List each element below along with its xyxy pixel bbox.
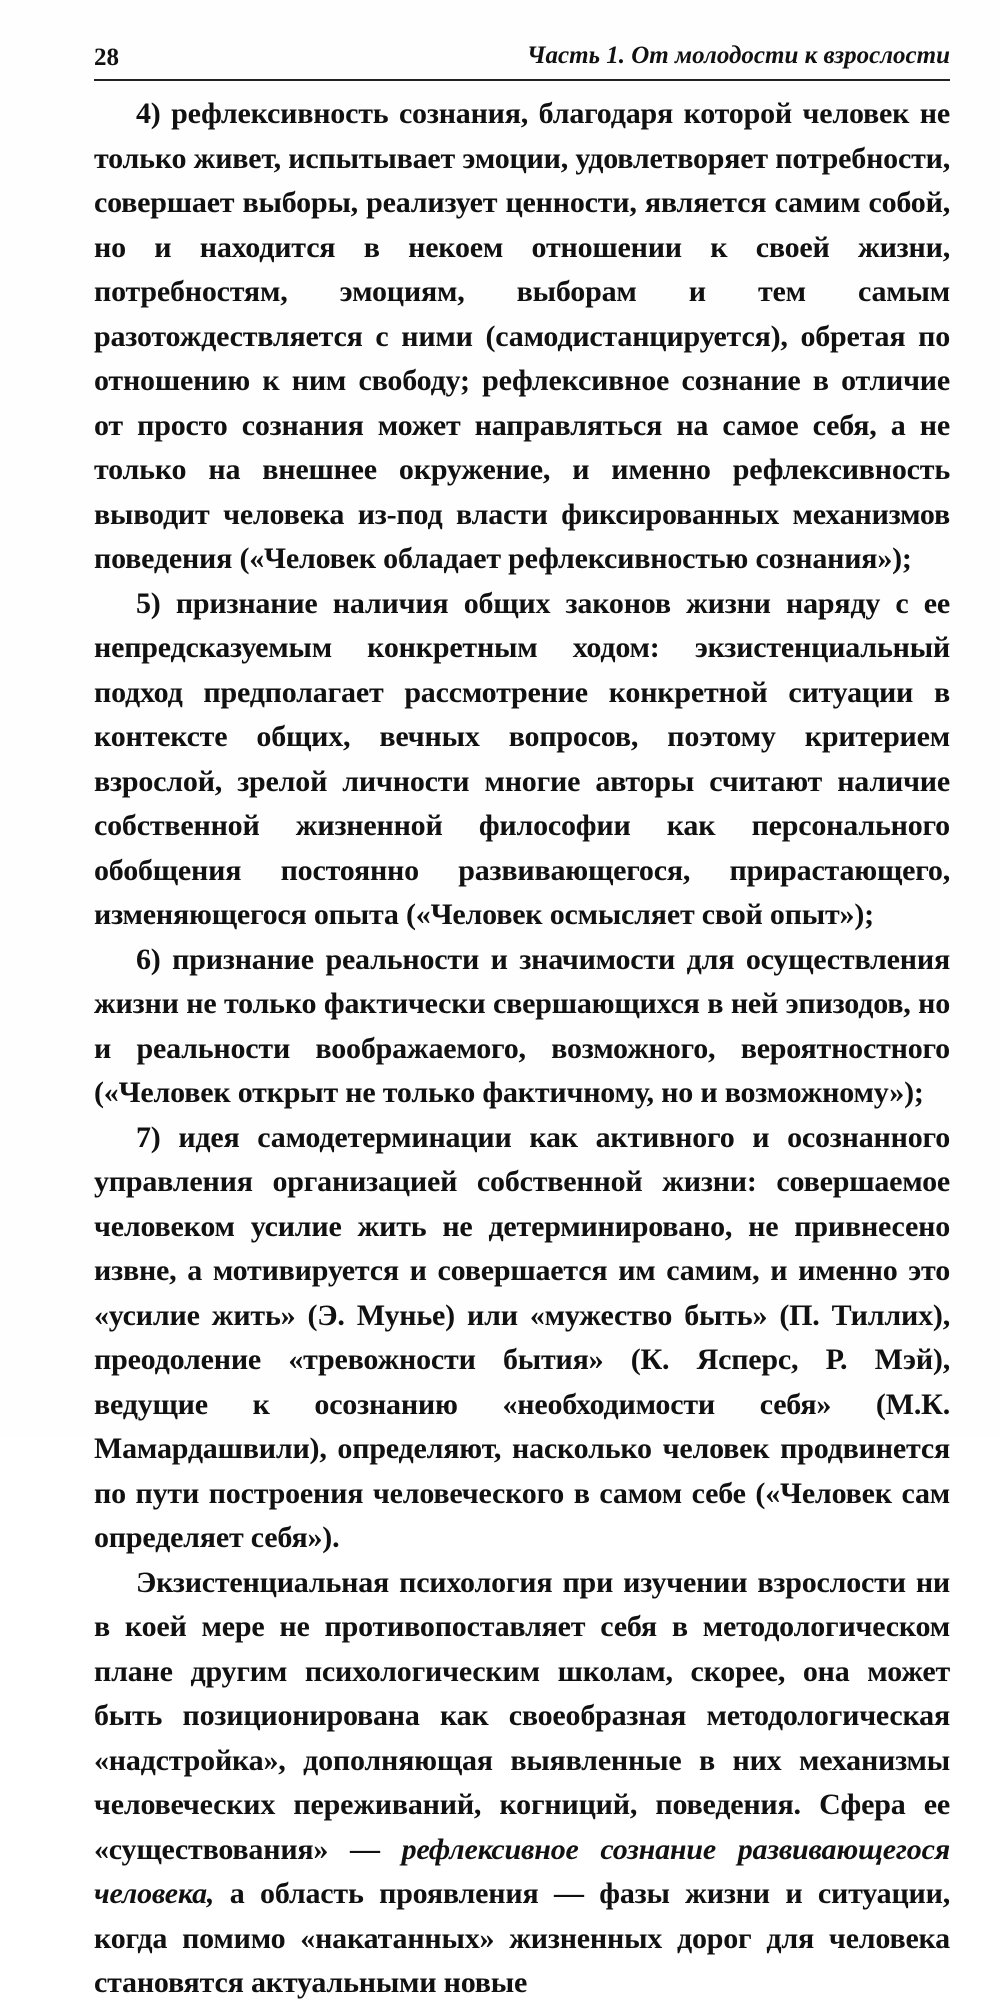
paragraph-text-start: Экзистенциальная психология при изучении взрослости ни в коей мере не противопоставляет себя в методологическом плане другим психологическим школам, скорее, она может быть позиционирована как своеобразная методологическая «надстройка», дополняющая выявленные в них механизмы человеческих переживаний, когниций, поведения. Сфера ее «существования» — — [94, 1565, 950, 1866]
body-text — [94, 92, 950, 2006]
paragraph-item-6: 6) признание реальности и значимости для осуществления жизни не только фактически свершающихся в ней эпизодов, но и реальности воображаемого, возможного, вероятностного («Человек открыт не только фактичному, но и возможному»); — [94, 942, 950, 1109]
page-header — [94, 38, 950, 78]
header-divider — [94, 79, 950, 81]
paragraph-item-4: 4) рефлексивность сознания, благодаря которой человек не только живет, испытывает эмоции, удовлетворяет потребности, совершает выборы, реализует ценности, является самим собой, но и находится в некоем отношении к своей жизни, потребностям, эмоциям, выборам и тем самым разотождествляется с ними (самодистанцируется), обретая по отношению к ним свободу; рефлексивное сознание в отличие от просто сознания может направляться на самое себя, а не только на внешнее окружение, и именно рефлексивность выводит человека из-под власти фиксированных механизмов поведения («Человек обладает рефлексивностью сознания»); — [94, 97, 950, 575]
running-head: Часть 1. От молодости к взрослости — [526, 42, 950, 69]
paragraph-existential-psychology — [94, 1561, 950, 2006]
page-number: 28 — [94, 44, 119, 71]
paragraph-item-7: 7) идея самодетерминации как активного и осознанного управления организацией собственной жизни: совершаемое человеком усилие жить не детерминировано, не привнесено извне, а мотивируется и совершается им самим, и именно это «усилие жить» (Э. Мунье) или «мужество быть» (П. Тиллих), преодоление «тревожности бытия» (К. Ясперс, Р. Мэй), ведущие к осознанию «необходимости себя» (М.К. Мамардашвили), определяют, насколько человек продвинется по пути построения человеческого в самом себе («Человек сам определяет себя»). — [94, 1120, 950, 1554]
paragraph-text-end: а область проявления — фазы жизни и ситуации, когда помимо «накатанных» жизненных дорог для человека становятся актуальными новые — [94, 1877, 951, 1999]
emphasized-phrase: рефлексивное сознание развивающегося человека, — [94, 1832, 950, 1910]
paragraph-item-5: 5) признание наличия общих законов жизни наряду с ее непредсказуемым конкретным ходом: экзистенциальный подход предполагает рассмотрение конкретной ситуации в контексте общих, вечных вопросов, поэтому критерием взрослой, зрелой личности многие авторы считают наличие собственной жизненной философии как персонального обобщения постоянно развивающегося, прирастающего, изменяющегося опыта («Человек осмысляет свой опыт»); — [94, 586, 950, 931]
